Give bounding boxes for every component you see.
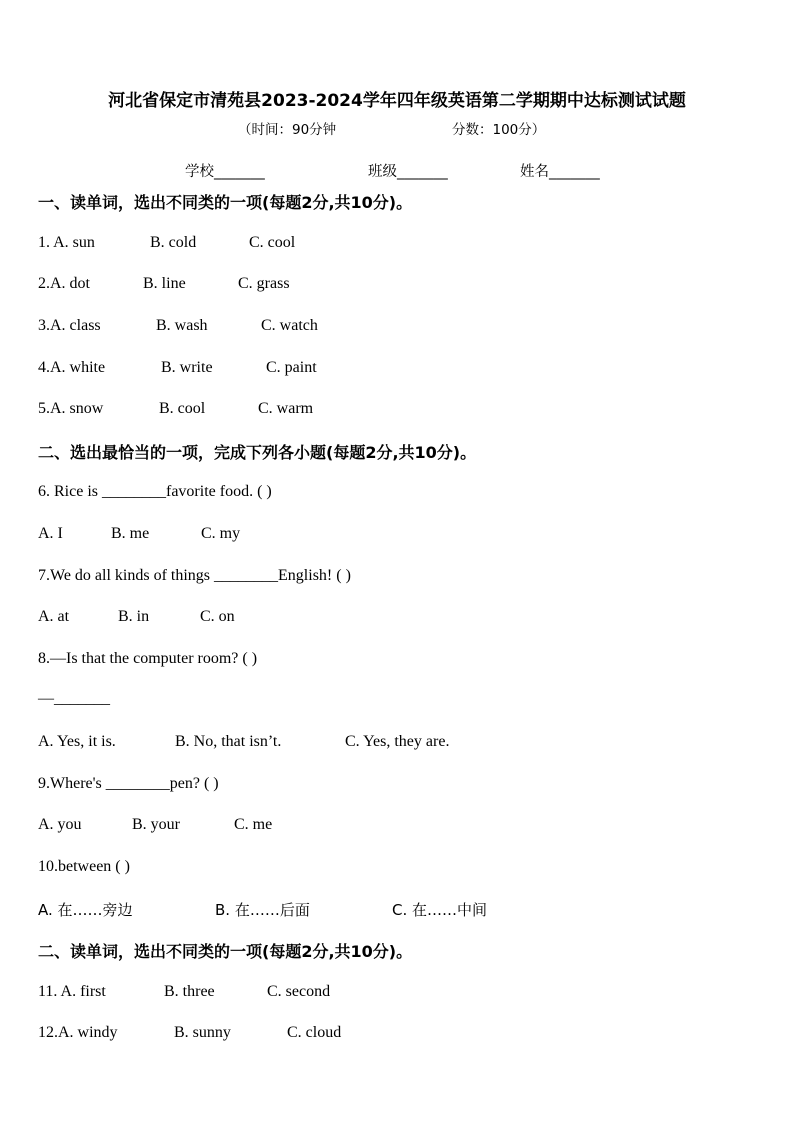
- section-heading-1: 一、读单词，选出不同类的一项(每题2分,共10分)。: [38, 193, 413, 212]
- question-4-option-b: B. write: [161, 359, 213, 376]
- question-2-option-a: 2.A. dot: [38, 275, 90, 292]
- question-8-option-a: A. Yes, it is.: [38, 733, 116, 750]
- question-11-option-c: C. second: [267, 983, 331, 1000]
- question-5-option-b: B. cool: [159, 400, 206, 417]
- question-8-stem: 8.—Is that the computer room? ( ): [38, 650, 258, 667]
- question-8-option-c: C. Yes, they are.: [345, 733, 450, 750]
- question-12-option-c: C. cloud: [287, 1024, 342, 1041]
- question-7-option-b: B. in: [118, 608, 150, 625]
- question-4-option-a: 4.A. white: [38, 359, 106, 376]
- question-6-option-b: B. me: [111, 525, 150, 542]
- question-9-stem: 9.Where's ________pen? ( ): [38, 775, 219, 792]
- question-10-stem: 10.between ( ): [38, 858, 130, 875]
- name-field: 姓名_______: [520, 164, 600, 180]
- section-heading-2: 二、选出最恰当的一项，完成下列各小题(每题2分,共10分)。: [38, 443, 477, 462]
- question-8-option-b: B. No, that isn’t.: [175, 733, 282, 750]
- question-12-option-a: 12.A. windy: [38, 1024, 118, 1041]
- question-11-option-b: B. three: [164, 983, 215, 1000]
- question-3-option-a: 3.A. class: [38, 317, 101, 334]
- question-7-option-a: A. at: [38, 608, 70, 625]
- section-heading-3: 二、读单词，选出不同类的一项(每题2分,共10分)。: [38, 942, 413, 961]
- question-6-option-c: C. my: [201, 525, 241, 542]
- question-10-option-a: A. 在……旁边: [38, 901, 133, 919]
- school-field: 学校_______: [185, 164, 265, 180]
- question-10-option-b: B. 在……后面: [215, 901, 310, 919]
- question-2-option-c: C. grass: [238, 275, 290, 292]
- exam-time: （时间：90分钟: [238, 122, 337, 138]
- question-1-option-b: B. cold: [150, 234, 197, 251]
- class-field: 班级_______: [368, 164, 448, 180]
- question-2-option-b: B. line: [143, 275, 186, 292]
- question-3-option-b: B. wash: [156, 317, 208, 334]
- question-5-option-c: C. warm: [258, 400, 314, 417]
- question-10-option-c: C. 在……中间: [392, 901, 488, 919]
- question-9-option-b: B. your: [132, 816, 180, 833]
- question-6-option-a: A. I: [38, 525, 63, 542]
- question-12-option-b: B. sunny: [174, 1024, 231, 1041]
- question-3-option-c: C. watch: [261, 317, 318, 334]
- question-7-stem: 7.We do all kinds of things ________English! ( ): [38, 567, 351, 584]
- question-1-option-c: C. cool: [249, 234, 296, 251]
- question-5-option-a: 5.A. snow: [38, 400, 104, 417]
- exam-score: 分数：100分）: [452, 122, 546, 138]
- question-8-answer-line: —_______: [38, 690, 110, 707]
- question-1-option-a: 1. A. sun: [38, 234, 95, 251]
- question-9-option-c: C. me: [234, 816, 273, 833]
- question-9-option-a: A. you: [38, 816, 82, 833]
- question-11-option-a: 11. A. first: [38, 983, 106, 1000]
- question-6-stem: 6. Rice is ________favorite food. ( ): [38, 483, 272, 500]
- question-4-option-c: C. paint: [266, 359, 317, 376]
- page-title: 河北省保定市清苑县2023-2024学年四年级英语第二学期期中达标测试试题: [108, 91, 686, 111]
- question-7-option-c: C. on: [200, 608, 235, 625]
